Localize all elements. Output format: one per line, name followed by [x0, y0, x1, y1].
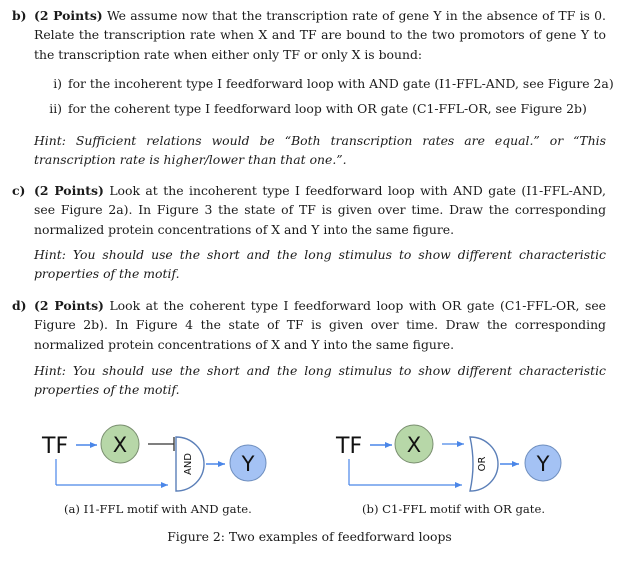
part-b-points: (2 Points)	[34, 8, 103, 23]
diagram-a-y-label: Y	[241, 452, 255, 476]
diagram-b-y-label: Y	[536, 452, 550, 476]
part-b-item-2: ii) for the coherent type I feedforward loop with OR gate (C1-FFL-OR, see Figure 2b)	[49, 101, 587, 116]
part-d-hint: Hint: You should use the short and the long stimulus to show different characteristic properties of the motif.	[34, 363, 606, 398]
diagram-a-tf-label: TF	[42, 434, 69, 459]
diagram-a-x-label: X	[112, 433, 128, 457]
diagram-b-gate-label: OR	[477, 456, 488, 472]
diagram-b-tf-label: TF	[336, 434, 363, 459]
part-d-text	[34, 296, 606, 354]
figure-2-caption: Figure 2: Two examples of feedforward loops	[167, 529, 452, 544]
part-c-text	[34, 181, 606, 239]
subcaption-a: (a) I1-FFL motif with AND gate.	[64, 502, 252, 516]
diagram-b	[335, 425, 561, 491]
part-c-body: Look at the incoherent type I feedforward loop with AND gate (I1-FFL-AND, see Figure 2a). In Figure 3 the state of TF is given over time. Draw the corresponding normalized protein concentrations of X and Y into the same figure.	[34, 183, 606, 237]
figure-2-diagrams	[0, 415, 619, 535]
part-b-label: b)	[12, 8, 27, 23]
subcaption-b: (b) C1-FFL motif with OR gate.	[362, 502, 546, 516]
part-c-points: (2 Points)	[34, 183, 104, 198]
part-b-text	[34, 6, 606, 64]
part-d-body: Look at the coherent type I feedforward loop with OR gate (C1-FFL-OR, see Figure 2b). In Figure 4 the state of TF is given over time. Draw the corresponding normalized protein concentrations of X and Y into the same figure.	[34, 298, 606, 352]
diagram-a	[41, 425, 266, 491]
diagram-a-gate-label: AND	[183, 452, 194, 476]
part-d-points: (2 Points)	[34, 298, 104, 313]
part-b-body: We assume now that the transcription rate of gene Y in the absence of TF is 0. Relate the transcription rate when X and TF are bound to the two promotors of gene Y to the transcription rate when either only TF or only X is bound:	[34, 8, 606, 62]
part-b-hint: Hint: Sufficient relations would be “Both transcription rates are equal.” or “This transcription rate is higher/lower than that one.”.	[34, 133, 606, 168]
part-c-hint: Hint: You should use the short and the long stimulus to show different characteristic properties of the motif.	[34, 247, 606, 282]
part-d-label: d)	[12, 298, 27, 313]
part-b-item-1: i) for the incoherent type I feedforward loop with AND gate (I1-FFL-AND, see Figure 2a)	[53, 76, 614, 91]
part-c-label: c)	[12, 183, 26, 198]
diagram-b-x-label: X	[406, 433, 422, 457]
